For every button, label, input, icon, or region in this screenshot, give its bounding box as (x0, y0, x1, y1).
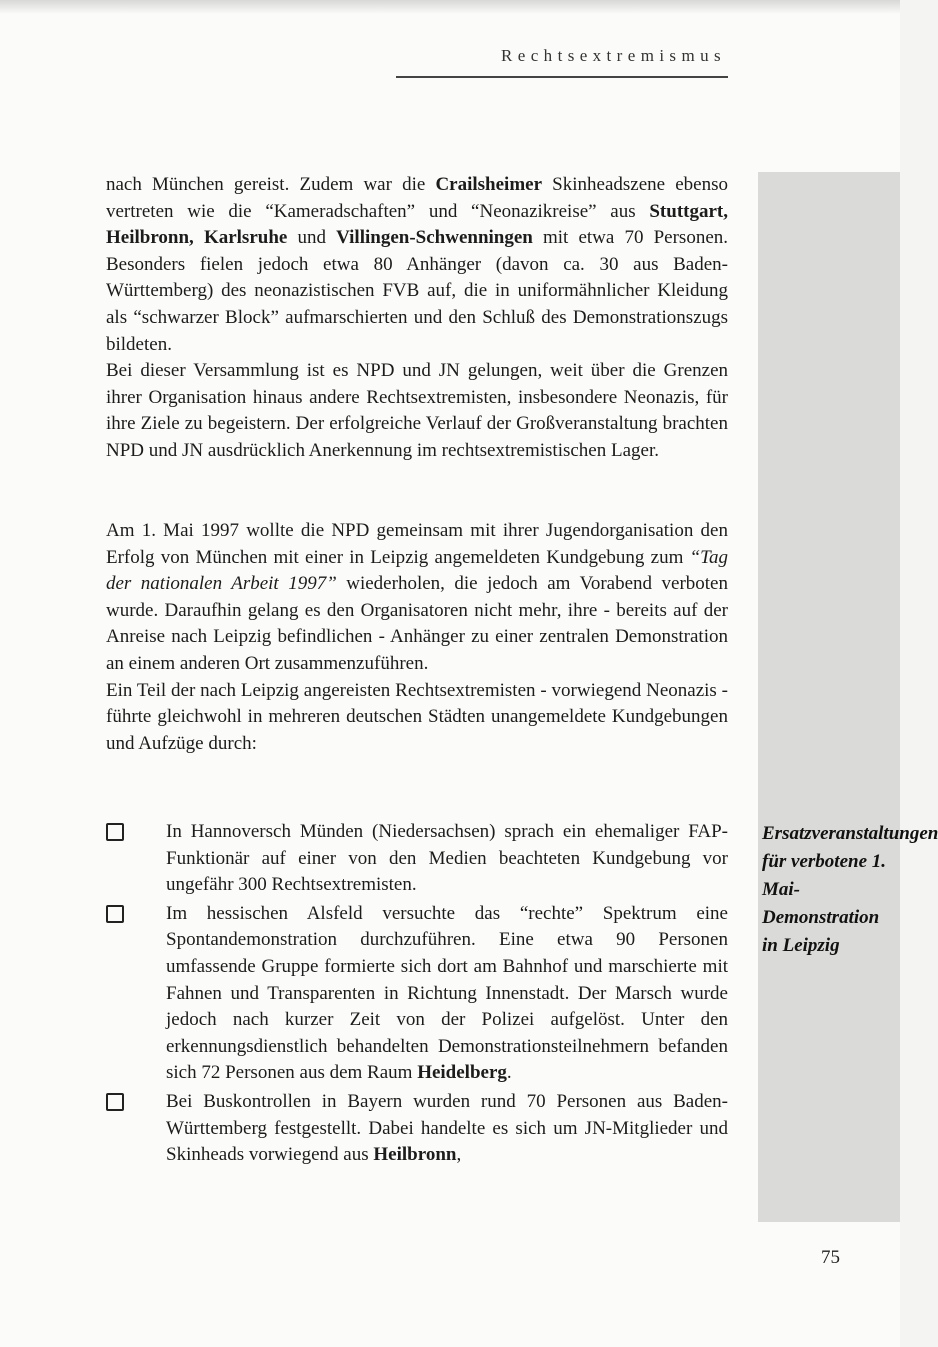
list-item-text: Bei Buskontrollen in Bayern wurden rund 70 Personen aus Baden-Württemberg festgestellt. Dabei handelte es sich um JN-Mitglieder und Skinheads vorwiegend aus (166, 1090, 728, 1166)
text-run: Skinheadszene ebenso vertreten wie die “Kameradschaften” und “Neonazikreise” aus (106, 174, 728, 222)
paragraph-1 (106, 172, 728, 465)
list-item (106, 819, 728, 899)
checkbox-bullet-icon (106, 1093, 124, 1111)
checkbox-bullet-icon (106, 905, 124, 923)
text-run: und (287, 227, 337, 249)
place-names-bold: Stuttgart, Heilbronn, Karlsruhe (106, 200, 728, 249)
bullet-list (106, 819, 728, 1171)
list-item (106, 901, 728, 1087)
margin-column (758, 172, 938, 1222)
paragraph-2 (106, 518, 728, 757)
list-item-text: Im hessischen Alsfeld versuchte das “rechte” Spektrum eine Spontandemonstration durchzuführen. Eine etwa 90 Personen umfassende Gruppe formierte sich dort am Bahnhof und marschierte mit Fahnen und Transparenten in Richtung Innenstadt. Der Marsch wurde jedoch nach kurzer Zeit von der Polizei aufgelöst. Unter den erkennungsdienstlich behandelten Demonstrationsteilnehmern befanden sich 72 Personen aus dem Raum (166, 902, 728, 1084)
text-run: , (456, 1144, 462, 1166)
event-title-italic: “Tag der nationalen Arbeit 1997” (106, 546, 728, 595)
place-name-villingen: Villingen-Schwenningen (336, 227, 533, 249)
text-run: wiederholen, die jedoch am Vorabend verboten wurde. Daraufhin gelang es den Organisatoren nicht mehr, ihre - bereits auf der Anreise nach Leipzig befindlichen - Anhänger zu einer zentralen Demonstration an einem anderen Ort zusammenzuführen. (106, 573, 728, 674)
list-item (106, 1089, 728, 1169)
paragraph-2-text (106, 518, 728, 678)
paragraph-1b-text: Bei dieser Versammlung ist es NPD und JN gelungen, weit über die Grenzen ihrer Organisation hinaus andere Rechtsextremisten, insbesondere Neonazis, für ihre Ziele zu begeistern. Der erfolgreiche Verlauf der Großveranstaltung brachten NPD und JN ausdrücklich Anerkennung im rechtsextremistischen Lager. (106, 360, 728, 461)
text-run: nach München gereist. Zudem war die (106, 174, 436, 195)
header-rule (396, 76, 728, 78)
running-header: Rechtsextremismus (501, 46, 726, 65)
paragraph-2b-text: Ein Teil der nach Leipzig angereisten Rechtsextremisten - vorwiegend Neonazis - führte gleichwohl in mehreren deutschen Städten unangemeldete Kundgebungen und Aufzüge durch: (106, 679, 728, 754)
place-name-crailsheim: Crailsheimer (435, 174, 543, 195)
place-name-heidelberg: Heidelberg (417, 1062, 507, 1084)
margin-note: Ersatzveranstaltungen für verbotene 1. Mai-Demonstration in Leipzig (762, 823, 938, 956)
text-run: mit etwa 70 Personen. Besonders fielen jedoch etwa 80 Anhänger (davon ca. 30 aus Baden-Württemberg) des neonazistischen FVB auf, die in uniformähnlicher Kleidung als “schwarzer Block” aufmarschierten und den Schluß des Demonstrationszugs bildeten. (106, 227, 729, 355)
scan-edge-shadow (0, 0, 900, 14)
text-run: Am 1. Mai 1997 wollte die NPD gemeinsam mit ihrer Jugendorganisation den Erfolg von München mit einer in Leipzig angemeldeten Kundgebung zum (106, 520, 728, 568)
page-number: 75 (821, 1247, 840, 1268)
paragraph-1-text (106, 172, 728, 358)
place-name-heilbronn: Heilbronn (373, 1144, 457, 1166)
text-run: . (506, 1062, 512, 1084)
checkbox-bullet-icon (106, 823, 124, 841)
list-item-text: In Hannoversch Münden (Niedersachsen) sprach ein ehemaliger FAP-Funktionär auf einer von den Medien beachteten Kundgebung vor ungefähr 300 Rechtsextremisten. (166, 821, 728, 896)
